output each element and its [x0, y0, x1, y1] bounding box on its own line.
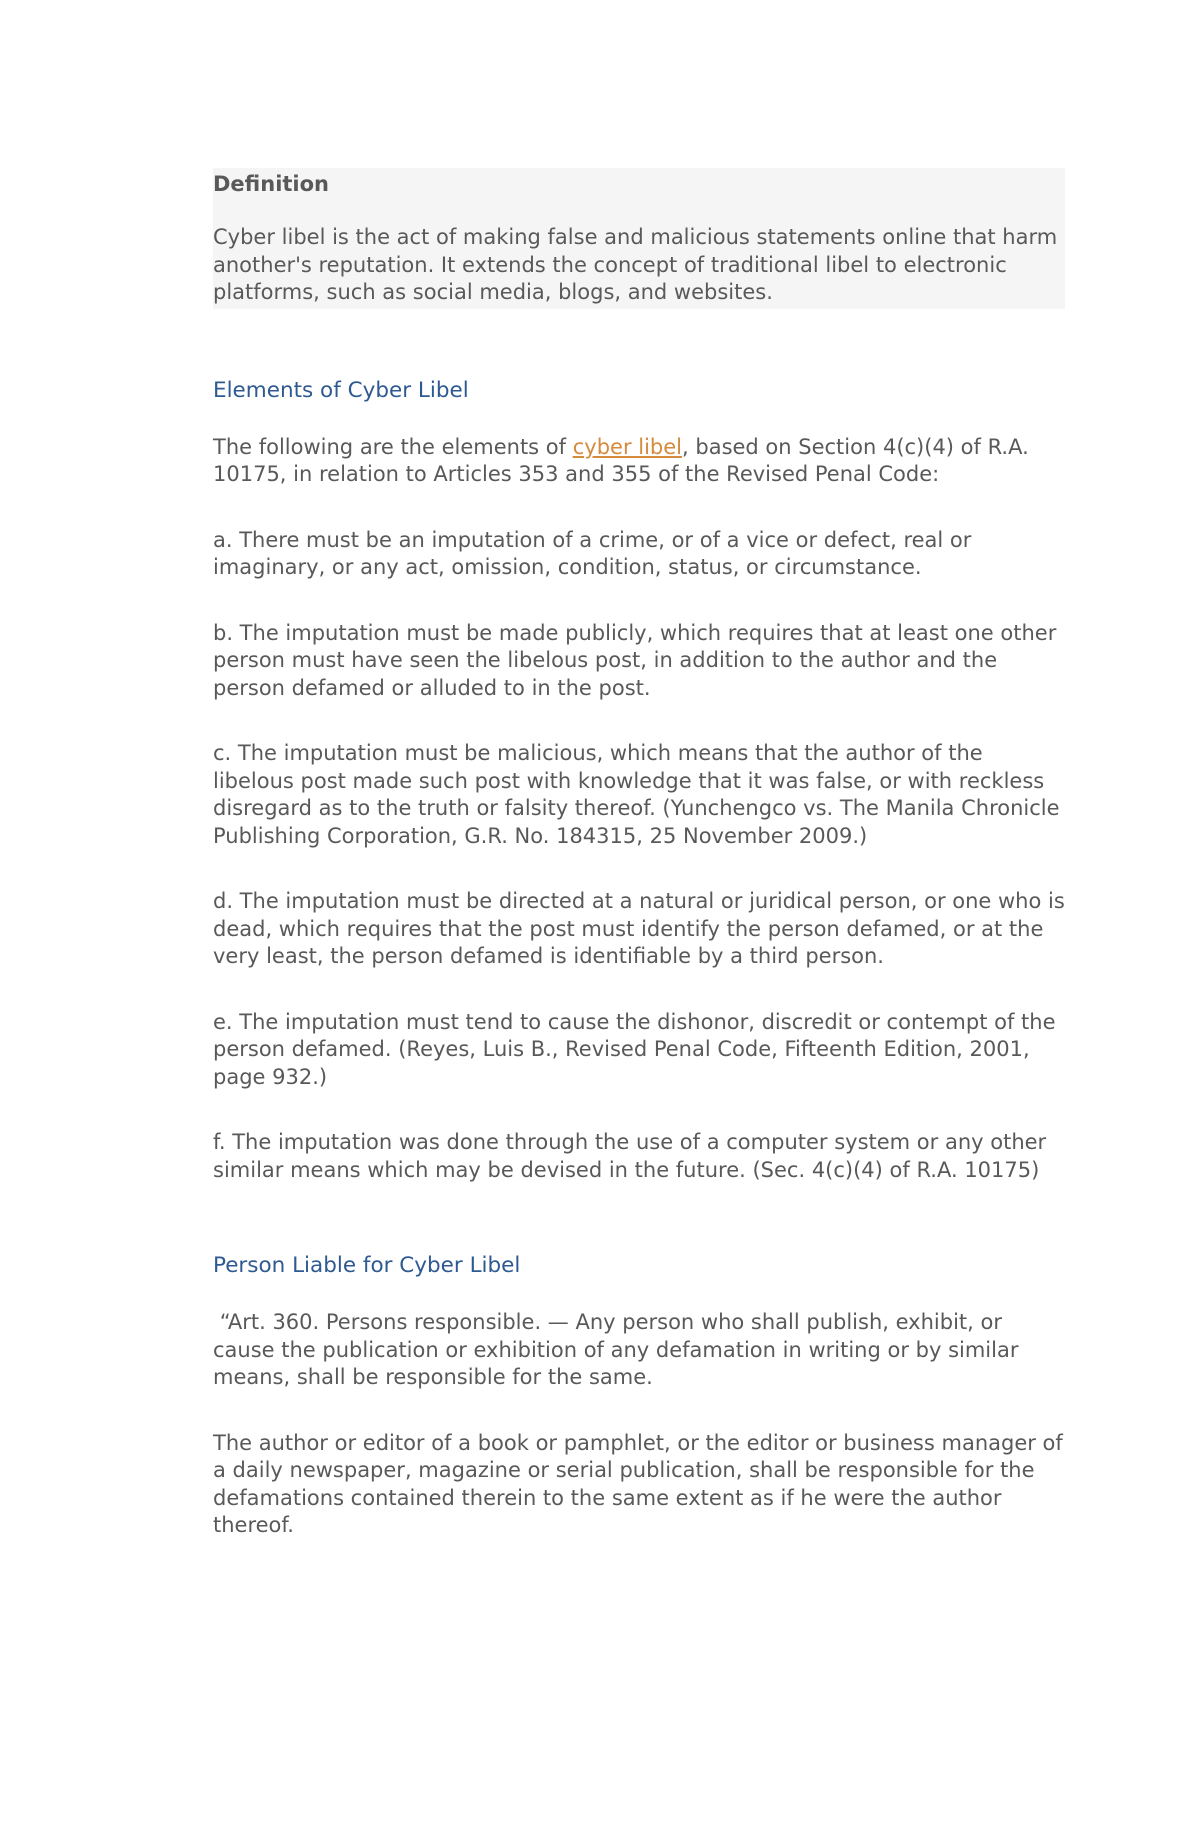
author-editor-paragraph: The author or editor of a book or pamphlet, or the editor or business manager of a daily newspaper, magazine or serial publication, shall be responsible for the defamations contained therein to the same extent as if he were the author thereof. — [213, 1430, 1063, 1537]
elements-intro-start: The following are the elements of — [213, 434, 573, 459]
section-spacer — [213, 1184, 1065, 1252]
elements-heading: Elements of Cyber Libel — [213, 377, 469, 403]
element-item-f: f. The imputation was done through the use of a computer system or any other similar means which may be devised in the future. (Sec. 4(c)(4) of R.A. 10175) — [213, 1130, 1047, 1182]
element-item-c: c. The imputation must be malicious, which means that the author of the libelous post made such post with knowledge that it was false, or with reckless disregard as to the truth or falsity thereof. (Yunchengco vs. The Manila Chronicle Publishing Corporation, G.R. No. 184315, 25 November 2009.) — [213, 741, 1060, 848]
elements-intro-end: , based on Section 4(c)(4) of R.A. 10175, in relation to Articles 353 and 355 of the Revised Penal Code: — [213, 434, 1029, 486]
definition-box — [213, 168, 1065, 309]
liable-heading: Person Liable for Cyber Libel — [213, 1253, 521, 1278]
definition-text: Cyber libel is the act of making false and malicious statements online that harm another's reputation. It extends the concept of traditional libel to electronic platforms, such as social media, blogs, and websites. — [213, 225, 1058, 304]
document-page — [213, 168, 1065, 1540]
element-item-e: e. The imputation must tend to cause the dishonor, discredit or contempt of the person defamed. (Reyes, Luis B., Revised Penal Code, Fifteenth Edition, 2001, page 932.) — [213, 1009, 1056, 1089]
cyber-libel-link[interactable]: cyber libel — [572, 434, 683, 459]
element-item-a: a. There must be an imputation of a crime, or of a vice or defect, real or imaginary, or any act, omission, condition, status, or circumstance. — [213, 527, 972, 579]
elements-intro — [213, 434, 1065, 489]
article-360-paragraph: “Art. 360. Persons responsible. — Any person who shall publish, exhibit, or cause the publication or exhibition of any defamation in writing or by similar means, shall be responsible for the same. — [213, 1310, 1026, 1389]
element-item-b: b. The imputation must be made publicly, which requires that at least one other person must have seen the libelous post, in addition to the author and the person defamed or alluded to in the post. — [213, 620, 1057, 700]
element-item-d: d. The imputation must be directed at a natural or juridical person, or one who is dead, which requires that the post must identify the person defamed, or at the very least, the person defamed is identifiable by a third person. — [213, 889, 1065, 968]
definition-title: Definition — [213, 172, 330, 196]
